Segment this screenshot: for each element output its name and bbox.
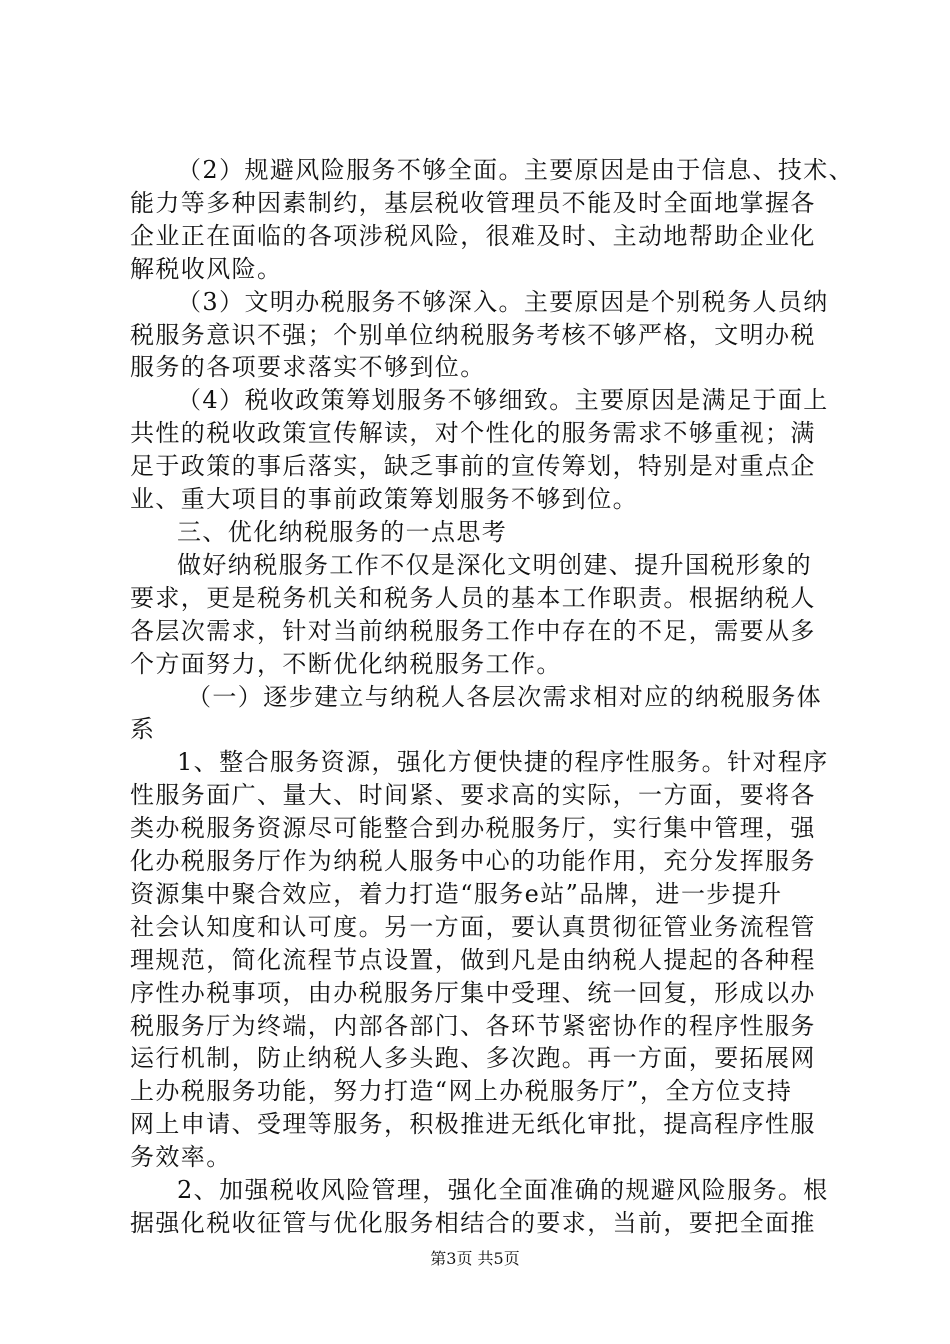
text-line: 类办税服务资源尽可能整合到办税服务厅，实行集中管理，强 bbox=[130, 814, 816, 842]
text-line: 各层次需求，针对当前纳税服务工作中存在的不足，需要从多 bbox=[130, 617, 816, 645]
text-line: 要求，更是税务机关和税务人员的基本工作职责。根据纳税人 bbox=[130, 584, 816, 612]
text-line: 企业正在面临的各项涉税风险，很难及时、主动地帮助企业化 bbox=[130, 222, 816, 250]
text-line: 据强化税收征管与优化服务相结合的要求，当前，要把全面推 bbox=[130, 1209, 816, 1237]
text-line: 社会认知度和认可度。另一方面，要认真贯彻征管业务流程管 bbox=[130, 913, 816, 941]
text-line: 服务的各项要求落实不够到位。 bbox=[130, 353, 486, 381]
section-heading: 三、优化纳税服务的一点思考 bbox=[177, 518, 508, 546]
text-line: （2）规避风险服务不够全面。主要原因是由于信息、技术、 bbox=[177, 156, 855, 184]
text-line: 足于政策的事后落实，缺乏事前的宣传筹划，特别是对重点企 bbox=[130, 452, 816, 480]
page-number: 第3页 共5页 bbox=[430, 1249, 520, 1268]
text-line: 税服务厅为终端，内部各部门、各环节紧密协作的程序性服务 bbox=[130, 1012, 816, 1040]
text-line: 1、整合服务资源，强化方便快捷的程序性服务。针对程序 bbox=[177, 748, 829, 776]
subsection-heading-cont: 系 bbox=[130, 715, 156, 743]
text-line: 业、重大项目的事前政策筹划服务不够到位。 bbox=[130, 485, 638, 513]
text-line: 资源集中聚合效应，着力打造“服务e站”品牌，进一步提升 bbox=[130, 880, 783, 908]
text-line: 上办税服务功能，努力打造“网上办税服务厅”，全方位支持 bbox=[130, 1077, 793, 1105]
text-line: 税服务意识不强；个别单位纳税服务考核不够严格，文明办税 bbox=[130, 321, 816, 349]
text-line: 2、加强税收风险管理，强化全面准确的规避风险服务。根 bbox=[177, 1176, 829, 1204]
text-line: （3）文明办税服务不够深入。主要原因是个别税务人员纳 bbox=[177, 288, 829, 316]
text-line: 化办税服务厅作为纳税人服务中心的功能作用，充分发挥服务 bbox=[130, 847, 816, 875]
subsection-heading: （一）逐步建立与纳税人各层次需求相对应的纳税服务体 bbox=[187, 683, 822, 711]
text-line: 做好纳税服务工作不仅是深化文明创建、提升国税形象的 bbox=[177, 551, 812, 579]
text-line: 共性的税收政策宣传解读，对个性化的服务需求不够重视；满 bbox=[130, 419, 816, 447]
text-line: 能力等多种因素制约，基层税收管理员不能及时全面地掌握各 bbox=[130, 189, 816, 217]
text-line: 序性办税事项，由办税服务厅集中受理、统一回复，形成以办 bbox=[130, 979, 816, 1007]
text-line: 务效率。 bbox=[130, 1143, 232, 1171]
text-line: （4）税收政策筹划服务不够细致。主要原因是满足于面上 bbox=[177, 386, 829, 414]
text-line: 个方面努力，不断优化纳税服务工作。 bbox=[130, 650, 562, 678]
text-line: 解税收风险。 bbox=[130, 255, 283, 283]
text-line: 运行机制，防止纳税人多头跑、多次跑。再一方面，要拓展网 bbox=[130, 1044, 816, 1072]
text-line: 网上申请、受理等服务，积极推进无纸化审批，提高程序性服 bbox=[130, 1110, 816, 1138]
text-line: 理规范，简化流程节点设置，做到凡是由纳税人提起的各种程 bbox=[130, 946, 816, 974]
text-line: 性服务面广、量大、时间紧、要求高的实际，一方面，要将各 bbox=[130, 781, 816, 809]
